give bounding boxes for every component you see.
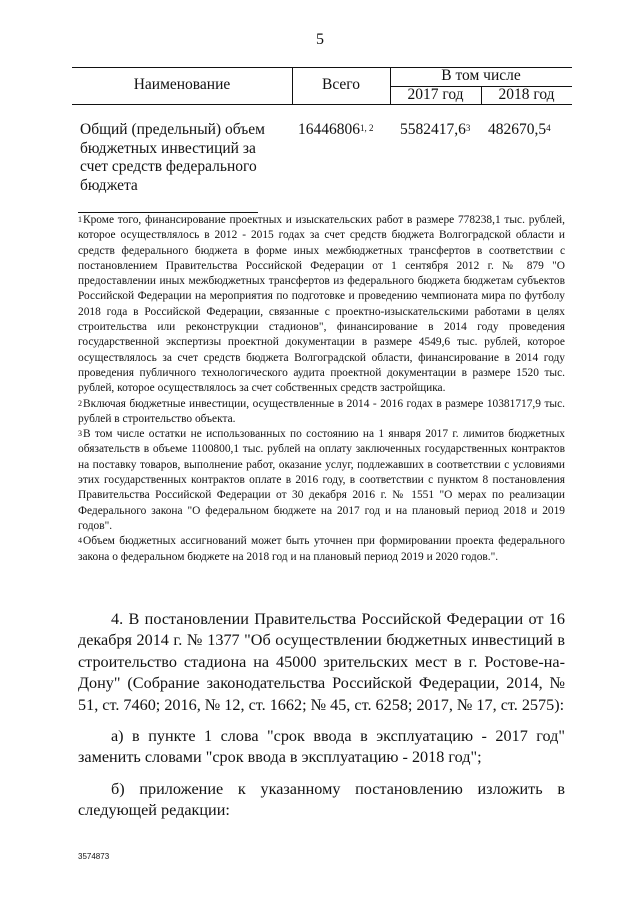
footnote-mark: 4 xyxy=(78,536,82,546)
footnote-mark: 2 xyxy=(78,398,82,408)
table-header-bottom-rule xyxy=(72,104,572,105)
row-2018-value: 482670,5 xyxy=(488,121,547,138)
footnote-mark: 1 xyxy=(78,215,82,224)
header-year-2018: 2018 год xyxy=(498,86,555,103)
page-number: 5 xyxy=(316,31,324,48)
row-2018 xyxy=(488,121,551,140)
footnote-text: Кроме того, финансирование проектных и изыскательских работ в размере 778238,1 тыс. рублей, которое осуществлялось в 2012 - 2015 годах за счет средств бюджета Волгоградской области и средств федерального бюджета в форме иных межбюджетных трансфертов в соответствии с постановлением Правительства Российской Федерации от 1 сентября 2012 г. № 879 "О предоставлении иных межбюджетных трансфертов из федерального бюджета бюджетам субъектов Российской Федерации на мероприятия по подготовке и проведению чемпионата мира по футболу 2018 года в Российской Федерации, связанные с проектно-изыскательскими работами в целях строительства или реконструкции стадионов", финансирование в 2014 году проведения государственной экспертизы проектной документации в размере 4549,6 тыс. рублей, которое осуществлялось за счет средств бюджета Волгоградской области, финансирование в 2014 году проведения публичного технологического аудита проектной документации в размере 1520 тыс. рублей, которое осуществлялось за счет собственных средств застройщика. xyxy=(78,214,565,395)
investment-table xyxy=(72,67,572,194)
row-2017-footnote-ref: 3 xyxy=(465,123,471,133)
row-total-footnote-ref: 1, 2 xyxy=(360,123,374,133)
document-code: 3574873 xyxy=(78,852,110,861)
footnote xyxy=(78,213,565,397)
header-year-2017: 2017 год xyxy=(407,86,464,103)
paragraph: б) приложение к указанному постановлению изложить в следующей редакции: xyxy=(78,779,565,820)
row-2017-value: 5582417,6 xyxy=(400,121,466,138)
paragraph: 4. В постановлении Правительства Российской Федерации от 16 декабря 2014 г. № 1377 "Об осуществлении бюджетных инвестиций в строительство стадиона на 45000 зрительских мест в г. Ростове-на-Дону" (Собрание законодательства Российской Федерации, 2014, № 51, ст. 7460; 2016, № 12, ст. 1662; № 45, ст. 6258; 2017, № 17, ст. 2575): xyxy=(78,610,565,714)
footnote xyxy=(78,397,565,428)
row-name: Общий (предельный) объем бюджетных инвестиций за счет средств федерального бюджета xyxy=(80,121,265,194)
footnotes xyxy=(78,213,565,565)
footnote-mark: 3 xyxy=(78,429,82,439)
header-including: В том числе xyxy=(441,67,521,84)
paragraph: а) в пункте 1 слова "срок ввода в эксплуатацию - 2017 год" заменить словами "срок ввода в эксплуатацию - 2018 год"; xyxy=(78,727,565,767)
body-text xyxy=(78,609,565,824)
footnote xyxy=(78,427,565,534)
footnote-text: Объем бюджетных ассигнований может быть уточнен при формировании проекта федерального закона о федеральном бюджете на 2018 год и на плановый период 2019 и 2020 годов.". xyxy=(78,535,565,563)
row-total xyxy=(298,121,374,140)
footnote-text: В том числе остатки не использованных по состоянию на 1 января 2017 г. лимитов бюджетных обязательств в объеме 1100800,1 тыс. рублей на оплату заключенных государственных контрактов на поставку товаров, выполнение работ, оказание услуг, подлежавших в соответствии с условиями этих государственных контрактов оплате в 2016 году, в соответствии с пунктом 8 постановления Правительства Российской Федерации от 30 декабря 2016 г. № 1551 "О мерах по реализации Федерального закона "О федеральном бюджете на 2017 год и на плановый период 2018 и 2019 годов". xyxy=(78,428,565,532)
row-total-value: 16446806 xyxy=(298,121,360,138)
header-name: Наименование xyxy=(133,76,231,93)
row-2017 xyxy=(400,121,470,140)
header-total: Всего xyxy=(321,76,360,93)
footnote xyxy=(78,534,565,565)
row-2018-footnote-ref: 4 xyxy=(546,123,551,133)
footnote-text: Включая бюджетные инвестиции, осуществленные в 2014 - 2016 годах в размере 10381717,9 тыс. рублей в строительство объекта. xyxy=(78,397,565,425)
